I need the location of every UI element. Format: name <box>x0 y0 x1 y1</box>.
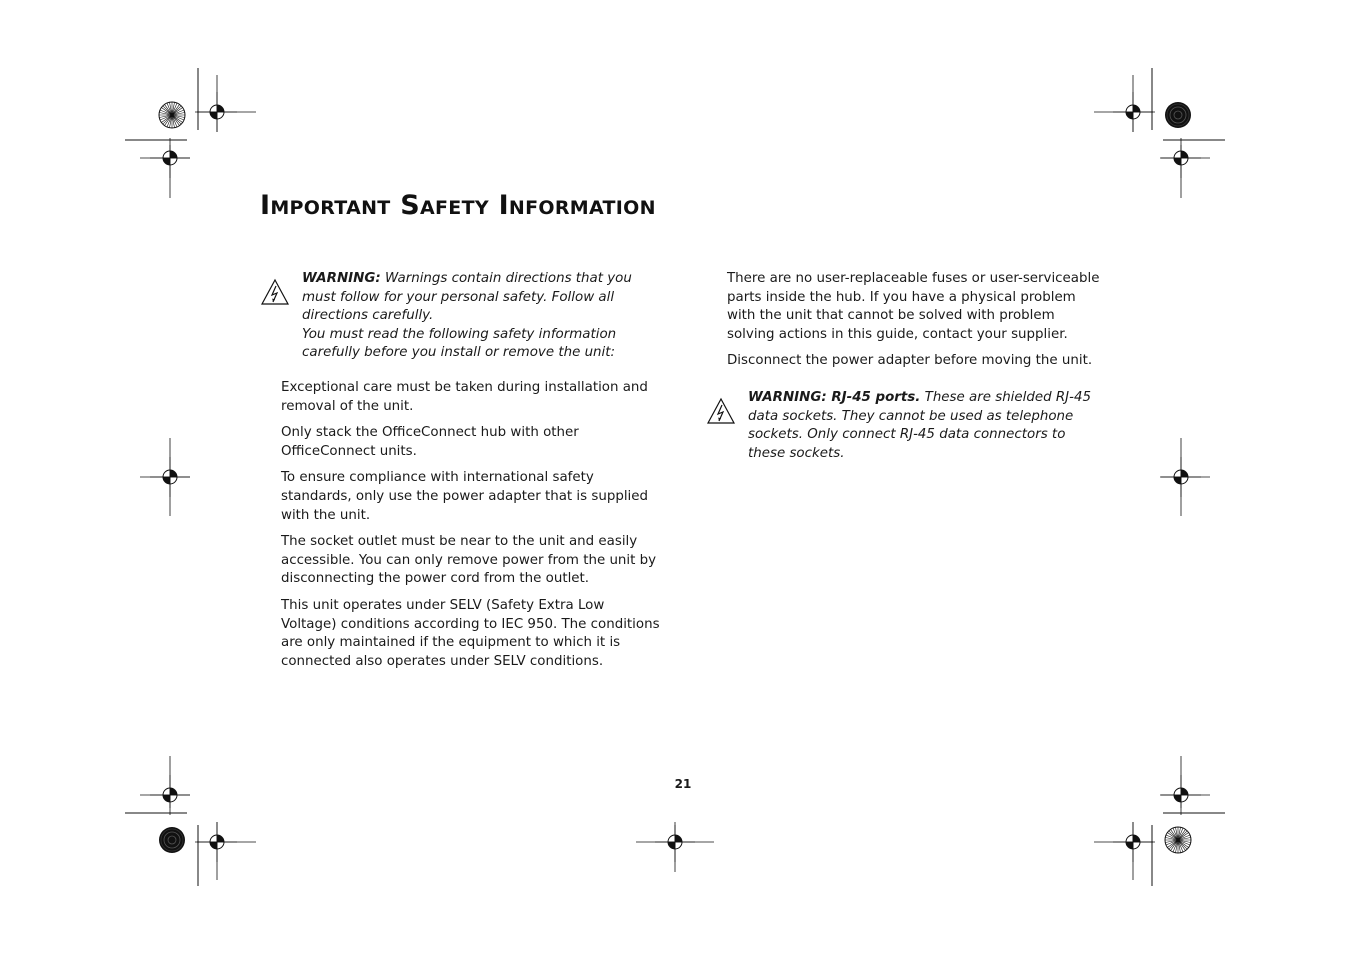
warning-text-2: You must read the following safety information carefully before you install or remove the unit: <box>302 326 617 361</box>
color-target-icon <box>1165 102 1191 128</box>
paragraph: The socket outlet must be near to the unit and easily accessible. You can only remove power from the unit by disconnecting the power cord from the outlet. <box>281 534 657 587</box>
color-target-icon <box>1165 827 1191 853</box>
color-target-icon <box>159 827 185 853</box>
warning-body: Warnings contain directions that you must follow for your personal safety. Follow all directions carefully. <box>302 271 632 324</box>
paragraph: Exceptional care must be taken during installation and removal of the unit. <box>281 379 648 414</box>
paragraph: Disconnect the power adapter before moving the unit. <box>727 353 1093 369</box>
warning-label: WARNING: RJ-45 ports. <box>748 389 921 405</box>
paragraph: This unit operates under SELV (Safety Extra Low Voltage) conditions according to IEC 950. The conditions are only maintained if the equipment to which it is connected also operates under SELV conditions. <box>281 597 660 669</box>
paragraph: Only stack the OfficeConnect hub with other OfficeConnect units. <box>281 425 579 459</box>
color-target-icon <box>159 102 185 128</box>
warning-label: WARNING: <box>302 271 381 286</box>
page-title: Important Safety Information <box>260 190 656 221</box>
paragraph: There are no user-replaceable fuses or user-serviceable parts inside the hub. If you have a physical problem with the unit that cannot be solved with problem solving actions in this guide, contact your supplier. <box>727 271 1100 342</box>
page-number: 21 <box>674 777 692 791</box>
paragraph: To ensure compliance with international safety standards, only use the power adapter that is supplied with the unit. <box>281 470 649 523</box>
warning-body: These are shielded RJ-45 data sockets. They cannot be used as telephone sockets. Only connect RJ-45 data connectors to these sockets. <box>748 389 1091 461</box>
